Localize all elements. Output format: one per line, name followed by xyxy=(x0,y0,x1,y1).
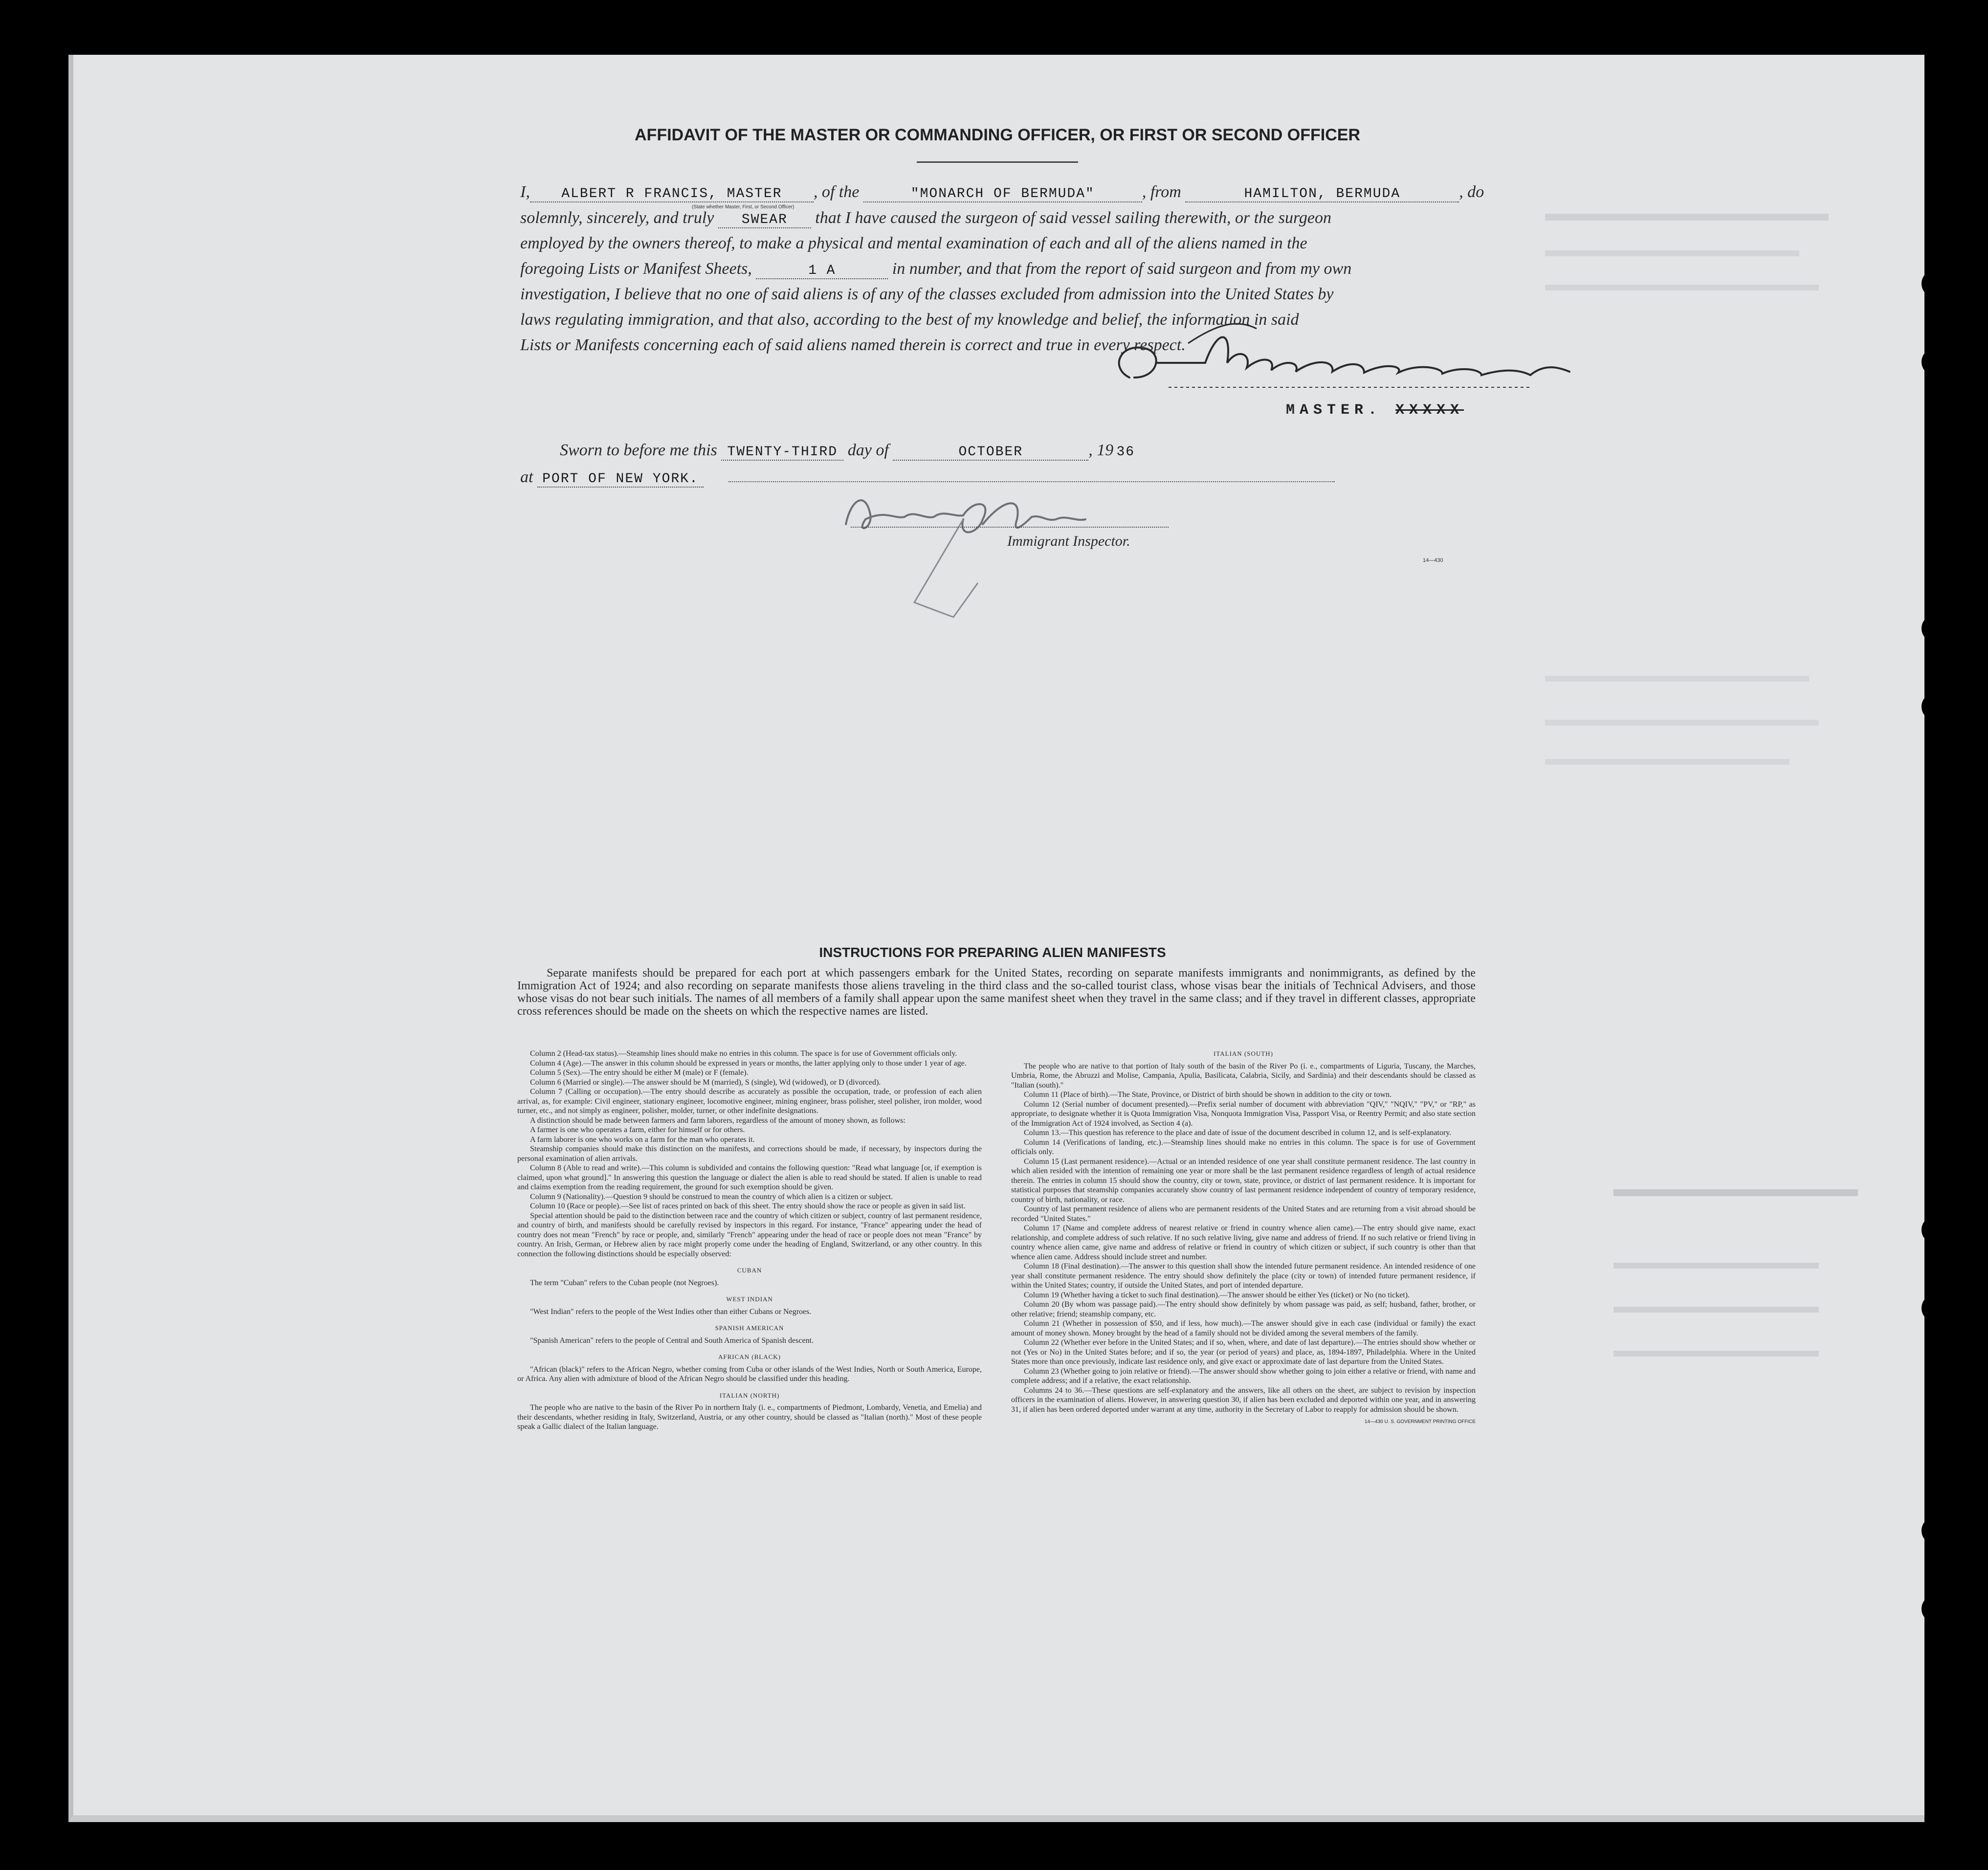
title-rule xyxy=(917,161,1078,163)
form-number: 14—430 xyxy=(1423,557,1443,563)
instruction-paragraph: "West Indian" refers to the people of the West Indies other than either Cubans or Negroes. xyxy=(530,1307,812,1316)
punch-hole xyxy=(1922,1595,1949,1623)
instruction-paragraph: Column 15 (Last permanent residence).—Actual or an intended residence of one year shall constitute permanent residence. The last country in which alien resided with the intention of remaining one year or more shall be the last permanent residence regardless of length of actual residence therein. The entries in column 15 should show the country, city or town, state, province, or district of last permanent residence. It is important for statistical purposes that steamship companies accurately show country of last permanent residence independent of country of temporary residence, country of birth, nationality, or race. xyxy=(1011,1157,1476,1204)
instruction-paragraph: Column 13.—This question has reference to the place and date of issue of the document described in column 12, and is self-explanatory. xyxy=(1024,1129,1452,1137)
affidavit-line-7: Lists or Manifests concerning each of said aliens named therein is correct and true in every respect. xyxy=(520,336,1186,354)
struck-title: XXXXX xyxy=(1395,402,1464,419)
instruction-paragraph: The people who are native to that portion of Italy south of the basin of the River Po (i. e., compartments of Liguria, Tuscany, the Marches, Umbria, Rome, the Abruzzi and Molise, Campania, Apulia, Basilicata, Calabria, Sicily, and Sardinia) and their descendants should be classed as "Italian (south)." xyxy=(1011,1062,1476,1090)
instruction-paragraph: A distinction should be made between farmers and farm laborers, regardless of the amount of money shown, as follows: xyxy=(530,1116,906,1125)
affidavit-line-1: I, ALBERT R FRANCIS, MASTER , of the "MONARCH OF BERMUDA" , from HAMILTON, BERMUDA , do xyxy=(520,183,1484,201)
instructions-left-column xyxy=(517,1049,982,1432)
affidavit-line-3: employed by the owners thereof, to make a physical and mental examination of each and all of the aliens named in the xyxy=(520,234,1307,252)
punch-hole xyxy=(1922,348,1949,376)
officer-name-field: ALBERT R FRANCIS, MASTER xyxy=(530,186,814,202)
sworn-place-line: at PORT OF NEW YORK. xyxy=(520,468,704,488)
instruction-paragraph: Columns 24 to 36.—These questions are self-explanatory and the answers, like all others on the sheet, are subject to revision by inspection officers in the examination of aliens. However, in answering question 30, if alien has been excluded and deported within one year, and in answering 31, if alien has been ordered deported under warrant at any time, authority in the Secretary of Labor to reapply for admission should be shown. xyxy=(1011,1386,1476,1414)
oath-field: SWEAR xyxy=(718,212,811,228)
sworn-place-field: PORT OF NEW YORK. xyxy=(537,471,704,488)
instruction-paragraph: "Spanish American" refers to the people of Central and South America of Spanish descent. xyxy=(530,1336,814,1345)
rank-note: (State whether Master, First, or Second Officer) xyxy=(692,204,795,210)
affidavit-title: AFFIDAVIT OF THE MASTER OR COMMANDING OFFICER, OR FIRST OR SECOND OFFICER xyxy=(635,126,1360,144)
section-heading: CUBAN xyxy=(737,1267,762,1274)
punch-hole xyxy=(1922,270,1949,297)
instruction-paragraph: A farmer is one who operates a farm, either for himself or for others. xyxy=(530,1126,745,1134)
section-heading: ITALIAN (SOUTH) xyxy=(1214,1050,1273,1057)
inspector-rule xyxy=(851,527,1169,528)
instruction-paragraph: Column 20 (By whom was passage paid).—The entry should show definitely by whom passage was paid, as self; husband, father, brother, or other relative; friend; steamship company, etc. xyxy=(1011,1300,1476,1318)
vessel-name-field: "MONARCH OF BERMUDA" xyxy=(863,186,1142,202)
instructions-intro: Separate manifests should be prepared for each port at which passengers embark for the United States, recording on separate manifests immigrants and nonimmigrants, as defined by the Immigration Act of 1924; and also recording on separate manifests those aliens traveling in the third class and the so-called tourist class, whose visas bear the initials of Technical Advisers, and those whose visas do not bear such initials. The names of all members of a family shall appear upon the same manifest sheet when they travel in the same class; and if they travel in different classes, appropriate cross references should be made on the sheets on which the respective names are listed. xyxy=(517,967,1476,1018)
instruction-paragraph: A farm laborer is one who works on a farm for the man who operates it. xyxy=(530,1135,755,1144)
punch-hole xyxy=(1922,693,1949,720)
instructions-title: INSTRUCTIONS FOR PREPARING ALIEN MANIFESTS xyxy=(819,945,1166,960)
document-page xyxy=(68,55,1924,1822)
instruction-paragraph: Column 12 (Serial number of document presented).—Prefix serial number of document with abbreviation "QIV," "NQIV," "PV," or "RP," as appropriate, to designate whether it is Quota Immigration Visa, Nonquota Immigration Visa, Passport Visa, or Reentry Permit; and also state section of the Immigration Act of 1924 involved, as Section 4 (a). xyxy=(1011,1100,1476,1128)
instruction-paragraph: Column 7 (Calling or occupation).—The entry should describe as accurately as possible the occupation, trade, or profession of each alien arrival, as, for example: Civil engineer, stationary engineer, locomotive engineer, mining engineer, brass polisher, steel polisher, iron molder, wood turner, etc., and not simply as engineer, polisher, molder, turner, or other indefinite designations. xyxy=(517,1088,982,1115)
instruction-paragraph: Column 23 (Whether going to join relative or friend).—The answer should show whether going to join either a relative or friend, with name and complete address; and if a relative, the exact relationship. xyxy=(1011,1367,1476,1385)
sworn-year-field: 36 xyxy=(1116,445,1135,460)
instruction-paragraph: Column 2 (Head-tax status).—Steamship lines should make no entries in this column. The space is for use of Government officials only. xyxy=(530,1049,957,1058)
printing-office-footer: 14—430 U. S. GOVERNMENT PRINTING OFFICE xyxy=(1364,1419,1476,1425)
affidavit-line-4: foregoing Lists or Manifest Sheets, 1 A in number, and that from the report of said surgeon and from my own xyxy=(520,260,1352,278)
instruction-paragraph: Column 21 (Whether in possession of $50, and if less, how much).—The answer should give in each case (individual or family) the exact amount of money shown. Money brought by the head of a family should not be divided among the several members of the family. xyxy=(1011,1319,1476,1337)
instruction-paragraph: The people who are native to the basin of the River Po in northern Italy (i. e., compartments of Piedmont, Lombardy, Venetia, and Emelia) and their descendants, whether residing in Italy, Switzerland, Austria, or any other country, should be classed as "Italian (north)." Most of these people speak a Gallic dialect of the Italian language. xyxy=(517,1403,982,1431)
sworn-line: Sworn to before me this TWENTY-THIRD day of OCTOBER , 19 36 xyxy=(560,441,1138,461)
instruction-paragraph: Column 19 (Whether having a ticket to such final destination).—The answer should be either Yes (ticket) or No (no ticket). xyxy=(1024,1291,1410,1299)
instruction-paragraph: Column 10 (Race or people).—See list of races printed on back of this sheet. The entry should show the race or people as given in said list. xyxy=(530,1202,966,1210)
instruction-paragraph: Column 22 (Whether ever before in the United States; and if so, when, where, and date of last departure).—The entries should show whether or not (Yes or No) in the United States before; and if so, the year (or period of years) and place, as, 1894-1897, Philadelphia. Where in the United States more than once previously, indicate last residence only, and give exact or approximate date of last departure from the United States. xyxy=(1011,1338,1476,1366)
officer-title: MASTER. XXXXX xyxy=(1286,402,1464,419)
punch-hole xyxy=(1922,1216,1949,1244)
instruction-paragraph: Column 8 (Able to read and write).—This column is subdivided and contains the following question: "Read what language [or, if exemption is claimed, upon what ground]." In answering this question the language or dialect the alien is able to read should be stated. If alien is unable to read and claims exemption from the reading requirement, the ground for such exemption should be given. xyxy=(517,1164,982,1191)
instruction-paragraph: Steamship companies should make this distinction on the manifests, and corrections should be made, if necessary, by inspectors during the personal examination of alien arrivals. xyxy=(517,1145,982,1163)
instruction-paragraph: Column 18 (Final destination).—The answer to this question shall show the intended future permanent residence. An intended residence of one year shall constitute permanent residence. The entry should show definitely the place (city or town) of intended future permanent residence, if within the United States; country, if outside the United States, and port of intended departure. xyxy=(1011,1262,1476,1290)
instruction-paragraph: "African (black)" refers to the African Negro, whether coming from Cuba or other islands of the West Indies, North or South America, Europe, or Africa. Any alien with admixture of blood of the African Negro should be classified under this heading. xyxy=(517,1365,982,1383)
affidavit-line-5: investigation, I believe that no one of said aliens is of any of the classes excluded from admission into the United States by xyxy=(520,285,1334,303)
instruction-paragraph: Column 14 (Verifications of landing, etc.).—Steamship lines should make no entries in this column. The space is for use of Government officials only. xyxy=(1011,1138,1476,1156)
punch-hole xyxy=(1922,615,1949,642)
sworn-day-field: TWENTY-THIRD xyxy=(721,445,843,461)
instruction-paragraph: Column 17 (Name and complete address of nearest relative or friend in country whence alien came).—The entry should give name, exact relationship, and complete address of such relative. If no such relative living, give name and address of friend. If no such relative or friend living in country whence alien came, give name and address of relative or friend in country of which citizen or subject, if such country is other than that whence alien came. Address should include street and number. xyxy=(1011,1224,1476,1261)
instruction-paragraph: Special attention should be paid to the distinction between race and the country of which citizen or subject, country of last permanent residence, and country of birth, and manifests should be carefully revised by inspectors in this regard. For instance, "France" appearing under the head of country does not mean "French" by race or people, and, similarly "French" appearing under the head of race or people does not mean "France" by country. An Irish, German, or Hebrew alien by race might properly come under the heading of England, Switzerland, or any other country. In this connection the following distinctions should be especially observed: xyxy=(517,1211,982,1258)
instruction-paragraph: Column 6 (Married or single).—The answer should be M (married), S (single), Wd (widowed), or D (divorced). xyxy=(530,1078,881,1087)
inspector-label: Immigrant Inspector. xyxy=(1007,533,1130,549)
instruction-paragraph: The term "Cuban" refers to the Cuban people (not Negroes). xyxy=(530,1278,719,1287)
punch-hole xyxy=(1922,1294,1949,1322)
punch-hole xyxy=(1922,1517,1949,1544)
affidavit-line-2: solemnly, sincerely, and truly SWEAR that I have caused the surgeon of said vessel sailing therewith, or the surgeon xyxy=(520,209,1332,227)
instruction-paragraph: Column 11 (Place of birth).—The State, Province, or District of birth should be shown in addition to the city or town. xyxy=(1024,1091,1392,1099)
master-signature xyxy=(1090,309,1609,392)
section-heading: ITALIAN (NORTH) xyxy=(719,1391,780,1399)
sworn-month-field: OCTOBER xyxy=(893,445,1088,461)
affidavit-line-6: laws regulating immigration, and that also, according to the best of my knowledge and belief, the information in said xyxy=(520,311,1299,329)
instructions-right-column xyxy=(1011,1049,1476,1427)
section-heading: SPANISH AMERICAN xyxy=(715,1324,784,1332)
port-field: HAMILTON, BERMUDA xyxy=(1185,186,1459,202)
section-heading: AFRICAN (BLACK) xyxy=(718,1353,781,1360)
instruction-paragraph: Column 9 (Nationality).—Question 9 should be construed to mean the country of which alien is a citizen or subject. xyxy=(530,1192,893,1201)
instruction-paragraph: Column 5 (Sex).—The entry should be either M (male) or F (female). xyxy=(530,1069,749,1077)
inspector-signature xyxy=(817,470,1129,637)
sheets-count-field: 1 A xyxy=(756,263,888,279)
instruction-paragraph: Column 4 (Age).—The answer in this column should be expressed in years or months, the latter applying only to those under 1 year of age. xyxy=(530,1059,967,1068)
instruction-paragraph: Country of last permanent residence of aliens who are permanent residents of the United States and are returning from a visit abroad should be recorded "United States." xyxy=(1011,1205,1476,1223)
section-heading: WEST INDIAN xyxy=(726,1295,773,1303)
